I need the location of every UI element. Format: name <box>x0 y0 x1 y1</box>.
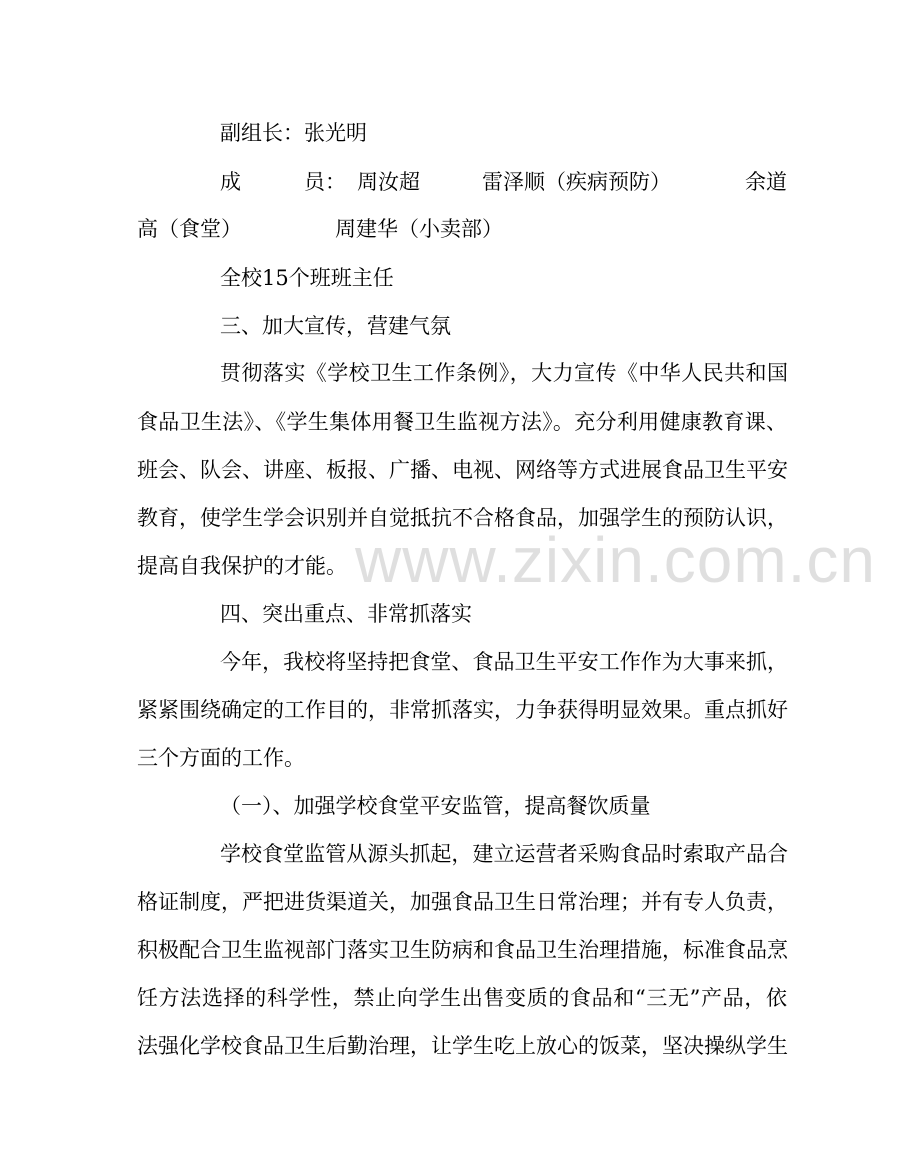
paragraph-line: 三个方面的工作。 <box>137 746 305 770</box>
paragraph-line: 紧紧围绕确定的工作目的，非常抓落实，力争获得明显效果。重点抓好 <box>137 698 788 722</box>
members-label: 成 员： <box>220 170 346 194</box>
section-heading-3: 三、加大宣传，营建气氛 <box>220 314 451 338</box>
watermark-text: www.zixin.com.cn <box>355 524 876 596</box>
section-heading-4: 四、突出重点、非常抓落实 <box>220 602 472 626</box>
member-name: 高（食堂） <box>137 217 242 241</box>
paragraph-line: 格证制度，严把进货渠道关，加强食品卫生日常治理；并有专人负责， <box>137 890 788 914</box>
paragraph-line: 法强化学校食品卫生后勤治理，让学生吃上放心的饭菜，坚决操纵学生 <box>137 1034 788 1058</box>
paragraph-line: 饪方法选择的科学性，禁止向学生出售变质的食品和“三无”产品，依 <box>137 986 787 1010</box>
paragraph-line: 教育，使学生学会识别并自觉抵抗不合格食品，加强学生的预防认识， <box>137 506 788 530</box>
text-line-members <box>0 169 920 195</box>
paragraph-line: 食品卫生法》、《学生集体用餐卫生监视方法》。充分利用健康教育课、 <box>137 410 787 434</box>
paragraph-line: 学校食堂监管从源头抓起，建立运营者采购食品时索取产品合 <box>220 842 788 866</box>
member-name: 雷泽顺（疾病预防） <box>482 170 671 194</box>
member-name: 周建华（小卖部） <box>335 217 503 241</box>
paragraph-line: 积极配合卫生监视部门落实卫生防病和食品卫生治理措施，标准食品烹 <box>137 938 788 962</box>
subsection-heading-1: （一）、加强学校食堂平安监管，提高餐饮质量 <box>220 794 651 818</box>
text-line-class-teachers: 全校15个班班主任 <box>220 266 394 290</box>
paragraph-line: 今年，我校将坚持把食堂、食品卫生平安工作作为大事来抓， <box>220 650 788 674</box>
paragraph-line: 班会、队会、讲座、板报、广播、电视、网络等方式进展食品卫生平安 <box>137 458 788 482</box>
paragraph-line: 贯彻落实《学校卫生工作条例》，大力宣传《中华人民共和国 <box>220 361 788 385</box>
text-line-deputy-leader: 副组长：张光明 <box>220 121 367 145</box>
member-name: 周汝超 <box>357 170 420 194</box>
member-name: 余道 <box>745 170 787 194</box>
paragraph-line: 提高自我保护的才能。 <box>137 554 347 578</box>
text-line-members-continued <box>0 216 920 242</box>
